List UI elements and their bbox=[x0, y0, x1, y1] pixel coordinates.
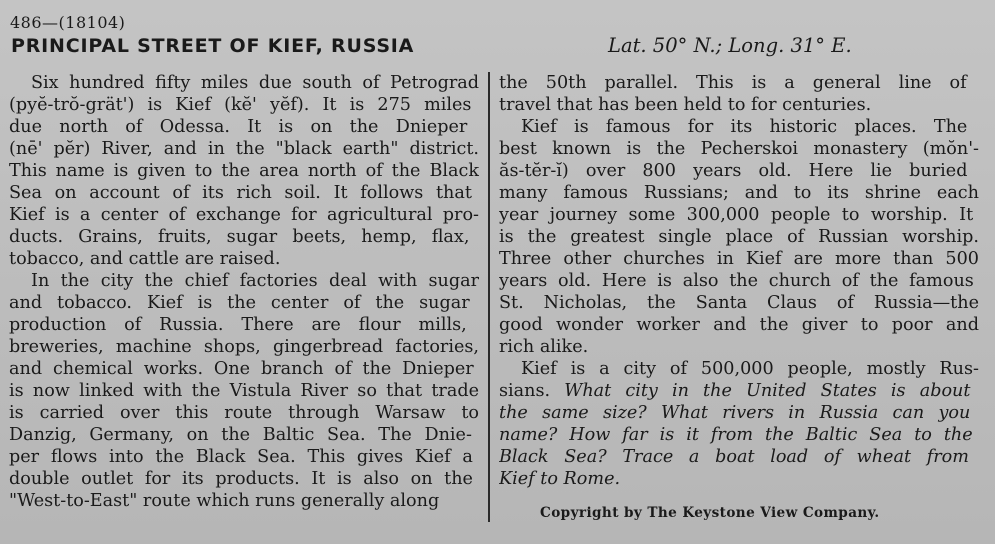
text-line: per flows into the Black Sea. This gives Kief a bbox=[9, 447, 473, 467]
text-line: years old. Here is also the church of the famous bbox=[499, 271, 974, 291]
text-line: Danzig, Germany, on the Baltic Sea. The Dnie- bbox=[9, 425, 472, 445]
text-line: ducts. Grains, fruits, sugar beets, hemp, flax, bbox=[9, 227, 470, 247]
text-line: is carried over this route through Warsaw to bbox=[9, 403, 479, 423]
text-line: year journey some 300,000 people to worship. It bbox=[499, 205, 974, 225]
text-line: ăs-tĕr-ĭ) over 800 years old. Here lie buried bbox=[499, 161, 968, 181]
text-line: Six hundred fifty miles due south of Petrograd bbox=[31, 73, 479, 93]
text-line: production of Russia. There are flour mills, bbox=[9, 315, 467, 335]
text-line: double outlet for its products. It is also on the bbox=[9, 469, 473, 489]
text-line: the same size? What rivers in Russia can you bbox=[499, 403, 971, 423]
text-line: and tobacco. Kief is the center of the sugar bbox=[9, 293, 470, 313]
text-line: tobacco, and cattle are raised. bbox=[9, 249, 281, 269]
text-line: Black Sea? Trace a boat load of wheat from bbox=[499, 447, 969, 467]
text-line: name? How far is it from the Baltic Sea to the bbox=[499, 425, 973, 445]
text-line: (nē' pĕr) River, and in the "black earth" district. bbox=[9, 139, 479, 159]
text-line: (pyĕ-trŏ-grät') is Kief (kĕ' yĕf). It is 275 miles bbox=[9, 95, 472, 115]
text-line: good wonder worker and the giver to poor and bbox=[499, 315, 979, 335]
column-divider bbox=[488, 72, 490, 522]
text-line: Sea on account of its rich soil. It follows that bbox=[9, 183, 472, 203]
text-line: breweries, machine shops, gingerbread factories, bbox=[9, 337, 479, 357]
text-line: "West-to-East" route which runs generally along bbox=[9, 491, 440, 511]
copyright-notice: Copyright by The Keystone View Company. bbox=[540, 505, 880, 521]
text-line: due north of Odessa. It is on the Dnieper bbox=[9, 117, 468, 137]
card-number: 486—(18104) bbox=[10, 13, 126, 32]
text-line: and chemical works. One branch of the Dnieper bbox=[9, 359, 474, 379]
right-text-column bbox=[499, 72, 979, 490]
left-text-column bbox=[9, 72, 479, 512]
text-line: This name is given to the area north of the Black bbox=[9, 161, 479, 181]
text-line: travel that has been held to for centuries. bbox=[499, 95, 872, 115]
text-line: St. Nicholas, the Santa Claus of Russia—the bbox=[499, 293, 979, 313]
text-line: is now linked with the Vistula River so that trade bbox=[9, 381, 479, 401]
text-line: Kief is a center of exchange for agricultural pro- bbox=[9, 205, 479, 225]
coordinates: Lat. 50° N.; Long. 31° E. bbox=[608, 34, 852, 57]
text-line: In the city the chief factories deal with sugar bbox=[31, 271, 479, 291]
text-line: rich alike. bbox=[499, 337, 589, 357]
text-line: Kief to Rome. bbox=[499, 469, 621, 489]
text-line: Kief is famous for its historic places. The bbox=[521, 117, 968, 137]
text-line: Kief is a city of 500,000 people, mostly Rus- bbox=[521, 359, 979, 379]
text-line: many famous Russians; and to its shrine each bbox=[499, 183, 979, 203]
text-line: Three other churches in Kief are more than 500 bbox=[499, 249, 979, 269]
page-title: PRINCIPAL STREET OF KIEF, RUSSIA bbox=[11, 35, 415, 57]
text-line: best known is the Pecherskoi monastery (mŏn'- bbox=[499, 139, 979, 159]
text-line: is the greatest single place of Russian worship. bbox=[499, 227, 979, 247]
text-line: the 50th parallel. This is a general line of bbox=[499, 73, 967, 93]
text-line: sians. What city in the United States is about bbox=[499, 381, 971, 401]
